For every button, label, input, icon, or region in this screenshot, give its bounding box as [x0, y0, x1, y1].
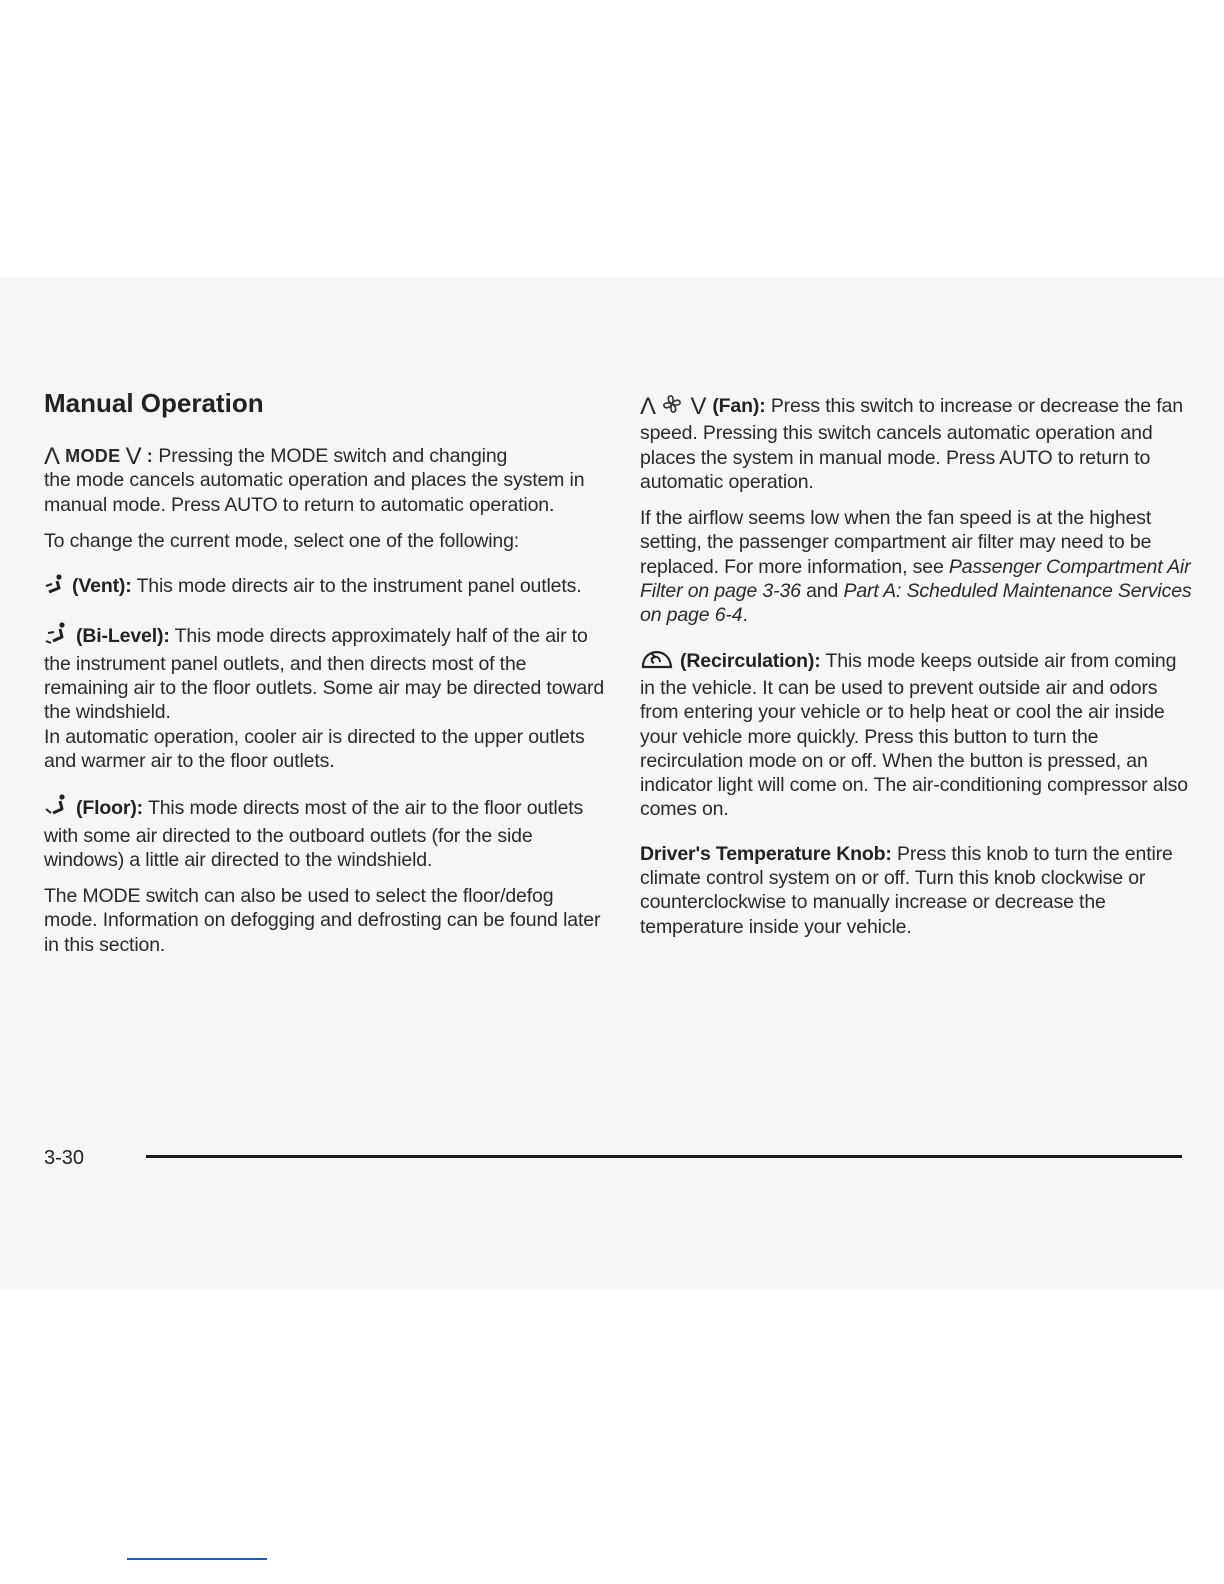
defog-note: The MODE switch can also be used to select the floor/defog mode. Information on defogging and defrosting can be found later in this section. — [44, 885, 601, 956]
air-filter-reference-link[interactable]: Passenger Compartment Air Filter on page 3-36 — [640, 555, 1191, 603]
airflow-end: . — [742, 604, 748, 627]
right-column — [640, 393, 1195, 951]
fan-icon — [661, 393, 683, 421]
maintenance-reference-link[interactable]: Part A: Scheduled Maintenance Services on page 6-4 — [640, 580, 1192, 627]
recirculation-term: (Recirculation): — [680, 649, 821, 672]
fan-term: (Fan): — [712, 395, 766, 417]
footer-rule — [146, 1155, 1182, 1158]
floor-paragraph — [44, 793, 610, 872]
mode-up-arrow-icon: Λ — [44, 443, 60, 470]
temperature-knob-text: Press this knob to turn the entire climate control system on or off. Turn this knob clockwise or counterclockwise to manually increase or decrease the temperature inside your vehicle. — [640, 842, 1173, 938]
mode-text-rest: the mode cancels automatic operation and places the system in manual mode. Press AUTO to return to automatic operation. — [44, 469, 585, 516]
vent-paragraph — [44, 573, 610, 601]
bi-level-term: (Bi-Level): — [76, 625, 170, 648]
mode-word: MODE — [65, 446, 121, 466]
temperature-knob-term: Driver's Temperature Knob: — [640, 842, 892, 865]
page-number: 3-30 — [44, 1147, 85, 1169]
bi-level-icon — [44, 621, 70, 651]
bi-level-paragraph — [44, 621, 610, 724]
recirculation-text: This mode keeps outside air from coming in the vehicle. It can be used to prevent outside air and odors from entering your vehicle or to help heat or cool the air inside your vehicle more quickly. Press this button to turn the recirculation mode on or off. When the button is pressed, an indicator light will come on. The air-conditioning compressor also comes on. — [640, 649, 1188, 821]
left-column — [44, 386, 610, 969]
bottom-link-underline — [127, 1558, 267, 1560]
bi-level-text: This mode directs approximately half of the air to the instrument panel outlets, and then directs most of the remaining air to the floor outlets. Some air may be directed toward the windshield. — [44, 625, 605, 724]
airflow-and: and — [800, 580, 844, 603]
vent-text: This mode directs air to the instrument panel outlets. — [131, 575, 582, 598]
fan-up-arrow-icon: Λ — [640, 393, 656, 420]
mode-down-arrow-icon: V — [125, 443, 142, 470]
fan-down-arrow-icon: V — [690, 393, 707, 420]
mode-switch-label — [44, 443, 158, 470]
recirculation-paragraph — [640, 648, 1195, 822]
mode-colon: : — [146, 446, 154, 466]
mode-paragraph — [44, 444, 610, 517]
airflow-text: If the airflow seems low when the fan speed is at the highest setting, the passenger compartment air filter may need to be replaced. For more information, see — [640, 507, 1152, 578]
section-heading: Manual Operation — [44, 388, 264, 418]
fan-paragraph — [640, 393, 1195, 494]
temperature-knob-paragraph — [640, 842, 1195, 939]
floor-text: This mode directs most of the air to the floor outlets with some air directed to the outboard outlets (for the side windows) a little air directed to the windshield. — [44, 797, 584, 871]
mode-intro: To change the current mode, select one of the following: — [44, 529, 520, 552]
vent-term: (Vent): — [72, 575, 132, 598]
fan-text: Press this switch to increase or decrease the fan speed. Pressing this switch cancels automatic operation and places the system in manual mode. Press AUTO to return to automatic operation. — [640, 395, 1183, 493]
recirculation-icon — [640, 648, 674, 676]
bi-level-auto-note: In automatic operation, cooler air is directed to the upper outlets and warmer air to the floor outlets. — [44, 725, 585, 772]
vent-icon — [44, 573, 66, 601]
mode-text-first: Pressing the MODE switch and changing — [158, 445, 508, 467]
floor-icon — [44, 793, 70, 823]
airflow-paragraph — [640, 506, 1195, 627]
floor-term: (Floor): — [76, 797, 144, 820]
